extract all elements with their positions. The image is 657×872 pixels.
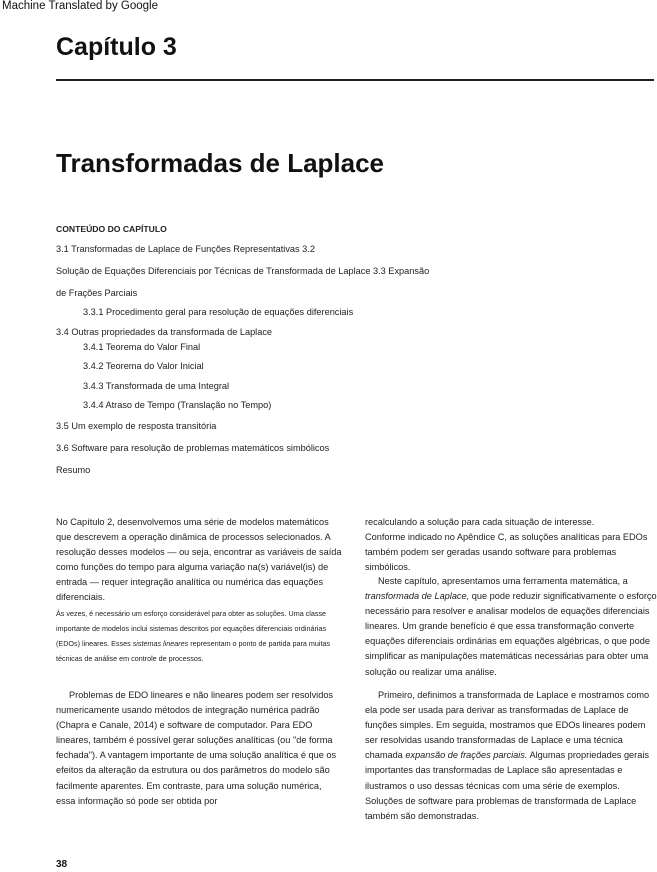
- text-line: Conforme indicado no Apêndice C, as soluções analíticas para EDOs: [365, 532, 648, 543]
- text-line: como funções do tempo para alguma variação na(s) variável(is) de: [56, 562, 329, 573]
- toc-line: de Frações Parciais: [56, 288, 138, 298]
- chapter-title: Transformadas de Laplace: [56, 148, 385, 178]
- text-line: No Capítulo 2, desenvolvemos uma série de modelos matemáticos: [56, 517, 329, 527]
- text-line: efeitos da alteração da estrutura ou dos parâmetros do modelo são: [56, 765, 330, 776]
- text-line: importante de modelos inclui sistemas descritos por equações diferenciais ordinárias: [56, 623, 327, 633]
- text-line: fechada"). A vantagem importante de uma solução analítica é que os: [56, 750, 337, 761]
- text-line: funções simples. Em seguida, mostramos que EDOs lineares podem: [365, 720, 646, 731]
- toc-line: 3.6 Software para resolução de problemas matemáticos simbólicos: [56, 443, 330, 453]
- left-column-para-2: [56, 688, 336, 809]
- text-line: Problemas de EDO lineares e não lineares podem ser resolvidos: [69, 690, 334, 700]
- text-line: solução ou realizar uma análise.: [365, 666, 497, 677]
- text-line: ser resolvidas usando transformadas de Laplace e uma técnica: [365, 735, 623, 746]
- chapter-label: Capítulo 3: [56, 33, 177, 61]
- text-line: simbólicos.: [365, 562, 411, 573]
- emphasis: sistemas lineares: [132, 638, 189, 648]
- toc-heading: CONTEÚDO DO CAPÍTULO: [56, 224, 167, 234]
- toc-line: 3.3.1 Procedimento geral para resolução de equações diferenciais: [83, 307, 354, 317]
- right-column-para-1: [365, 515, 647, 575]
- text-line: chamada expansão de frações parciais. Algumas propriedades gerais: [365, 750, 649, 761]
- text-line: simplificar as manipulações matemáticas necessárias para obter uma: [365, 651, 649, 662]
- text-line: equações diferenciais ordinárias em equações algébricas, o que pode: [365, 636, 650, 647]
- text-line: recalculando a solução para cada situação de interesse.: [365, 517, 595, 527]
- text-line: ela pode ser usada para derivar as transformadas de Laplace de: [365, 705, 629, 716]
- left-column-para-1: [56, 515, 341, 666]
- text-line: (Chapra e Canale, 2014) e software de computador. Para EDO: [56, 720, 313, 731]
- text-line: Às vezes, é necessário um esforço considerável para obter as soluções. Uma classe: [56, 608, 327, 618]
- text-line: também são demonstradas.: [365, 810, 479, 821]
- text-line: facilmente aparentes. Em contraste, para uma solução numérica,: [56, 780, 322, 791]
- toc-line: Solução de Equações Diferenciais por Técnicas de Transformada de Laplace 3.3 Expansão: [56, 266, 430, 276]
- toc-line: 3.1 Transformadas de Laplace de Funções Representativas 3.2: [56, 244, 315, 254]
- text-line: entrada — requer integração analítica ou numérica das equações: [56, 577, 324, 588]
- chapter-divider: [56, 79, 654, 81]
- text-line: transformada de Laplace, que pode reduzir significativamente o esforço: [365, 591, 657, 602]
- text-line: Neste capítulo, apresentamos uma ferramenta matemática, a: [378, 576, 628, 586]
- text-line: necessário para resolver e analisar modelos de equações diferenciais: [365, 606, 650, 617]
- text-line: também podem ser geradas usando software para problemas: [365, 547, 617, 558]
- toc-line: 3.4 Outras propriedades da transformada de Laplace: [56, 327, 273, 337]
- emphasis: expansão de frações parciais.: [405, 750, 528, 761]
- text-line: Primeiro, definimos a transformada de Laplace e mostramos como: [378, 690, 650, 700]
- text-line: importantes das transformadas de Laplace são apresentadas e: [365, 765, 623, 776]
- text-line: ilustramos o uso dessas técnicas com uma série de exemplos.: [365, 780, 620, 791]
- right-column-para-3: [365, 688, 649, 824]
- toc-line: 3.4.1 Teorema do Valor Final: [83, 342, 201, 352]
- text-line: técnicas de análise em controle de processos.: [56, 653, 204, 663]
- toc-line: 3.5 Um exemplo de resposta transitória: [56, 421, 217, 431]
- text-line: essa informação só pode ser obtida por: [56, 795, 218, 806]
- text-line: que descrevem a operação dinâmica de processos selecionados. A: [56, 532, 331, 543]
- toc-line: Resumo: [56, 465, 91, 475]
- text-line: (EDOs) lineares. Esses sistemas lineares representam o ponto de partida para muitas: [56, 638, 331, 648]
- toc-line: 3.4.3 Transformada de uma Integral: [83, 381, 230, 391]
- text-line: Soluções de software para problemas de transformada de Laplace: [365, 795, 637, 806]
- toc-line: 3.4.2 Teorema do Valor Inicial: [83, 361, 204, 371]
- text-line: numericamente usando métodos de integração numérica padrão: [56, 705, 320, 716]
- page-number: 38: [56, 859, 68, 870]
- translation-banner: Machine Translated by Google: [2, 0, 158, 12]
- text-line: resolução desses modelos — ou seja, encontrar as variáveis de saída: [56, 547, 342, 558]
- emphasis: transformada de Laplace,: [365, 591, 470, 602]
- right-column-para-2: [365, 574, 657, 680]
- text-line: diferenciais.: [56, 592, 106, 603]
- text-line: lineares, também é possível gerar soluções analíticas (ou "de forma: [56, 735, 333, 746]
- toc-line: 3.4.4 Atraso de Tempo (Translação no Tempo): [83, 400, 272, 410]
- text-line: lineares. Um grande benefício é que essa transformação converte: [365, 621, 635, 632]
